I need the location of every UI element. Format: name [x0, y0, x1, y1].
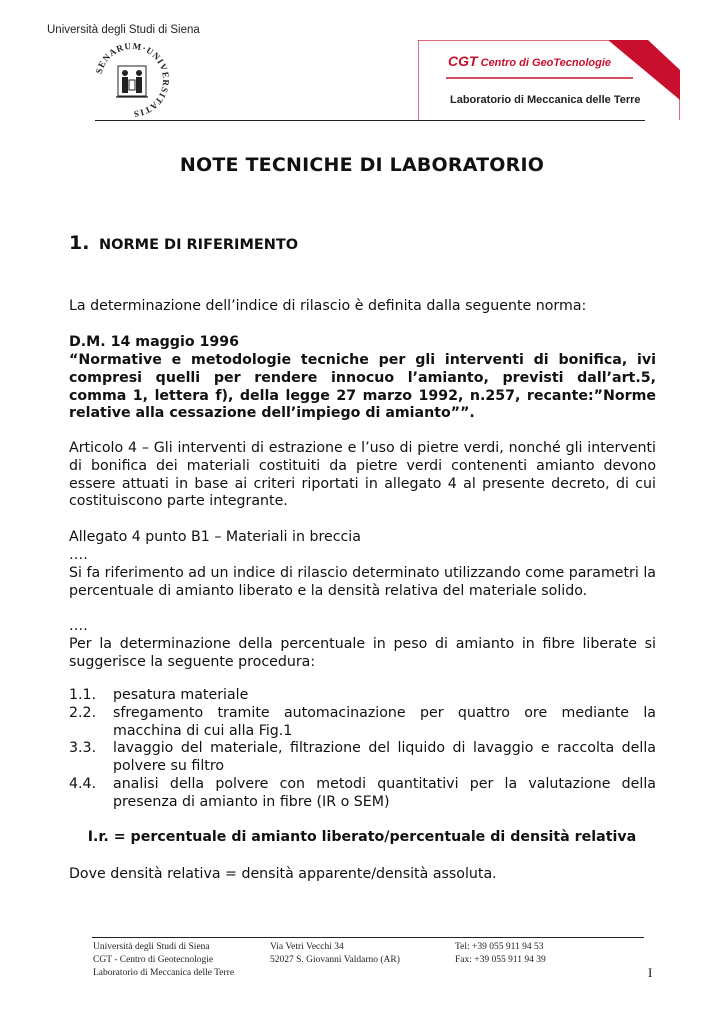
- list-item: [69, 776, 656, 812]
- list-item: [69, 687, 656, 705]
- cgt-logo-title: [448, 53, 611, 69]
- intro-paragraph: La determinazione dell’indice di rilascio è definita dalla seguente norma:: [69, 298, 587, 314]
- footer-line: 52027 S. Giovanni Valdarno (AR): [270, 955, 400, 965]
- footer-line: CGT - Centro di Geotecnologie: [93, 955, 214, 965]
- density-note: Dove densità relativa = densità apparente/densità assoluta.: [69, 866, 497, 882]
- decree-title: “Normative e metodologie tecniche per gli interventi di bonifica, ivi compresi quelli per rendere innocuo l’amianto, previsti dall’art.5, comma 1, lettera f), della legge 27 marzo 1992, n.257, recante:”Norme relative alla cessazione dell’impiego di amianto””.: [69, 352, 656, 422]
- svg-text:SENARUM·UNIVERSITATIS: SENARUM·UNIVERSITATIS: [93, 40, 172, 120]
- footer-contacts: [455, 941, 546, 967]
- ellipsis-2: ….: [69, 618, 88, 634]
- cgt-name: Centro di GeoTecnologie: [480, 57, 612, 69]
- section-number: 1.: [69, 232, 90, 254]
- list-item: [69, 705, 656, 741]
- footer-divider: [92, 937, 644, 938]
- cgt-logo-frame: [418, 40, 680, 120]
- allegato-text-2: Per la determinazione della percentuale in peso di amianto in fibre liberate si suggerisce la seguente procedura:: [69, 636, 656, 670]
- allegato-title: Allegato 4 punto B1 – Materiali in breccia: [69, 529, 361, 545]
- footer-line: Via Vetri Vecchi 34: [270, 942, 344, 952]
- list-item: [69, 740, 656, 776]
- footer-address: [270, 941, 400, 967]
- footer-line: Fax: +39 055 911 94 39: [455, 955, 546, 965]
- ellipsis-1: ….: [69, 547, 88, 563]
- university-seal-logo: [92, 40, 172, 120]
- list-item-number: 1.1.: [69, 687, 97, 703]
- list-item-text: sfregamento tramite automacinazione per quattro ore mediante la macchina di cui alla Fig.1: [113, 704, 656, 739]
- procedure-list: [69, 687, 656, 812]
- page-title: NOTE TECNICHE DI LABORATORIO: [179, 154, 545, 176]
- list-item-text: analisi della polvere con metodi quantitativi per la valutazione della presenza di amianto in fibre (IR o SEM): [113, 775, 656, 810]
- footer-line: Tel: +39 055 911 94 53: [455, 942, 544, 952]
- article-4-paragraph: Articolo 4 – Gli interventi di estrazione e l’uso di pietre verdi, nonché gli interventi di bonifica dei materiali costituiti da pietre verdi contenenti amianto devono essere attuati in base ai criteri riportati in allegato 4 al presente decreto, di cui costituiscono parte integrante.: [69, 440, 656, 510]
- list-item-number: 2.2.: [69, 704, 97, 721]
- footer-line: Laboratorio di Meccanica delle Terre: [93, 968, 235, 978]
- list-item-text: lavaggio del materiale, filtrazione del liquido di lavaggio e raccolta della polvere su filtro: [113, 740, 656, 775]
- list-item-number: 3.3.: [69, 740, 97, 757]
- allegato-text-1: Si fa riferimento ad un indice di rilascio determinato utilizzando come parametri la percentuale di amianto liberato e la densità relativa del materiale solido.: [69, 565, 656, 599]
- section-title: NORME DI RIFERIMENTO: [99, 237, 299, 253]
- footer-line: Università degli Studi di Siena: [93, 942, 210, 952]
- list-item-number: 4.4.: [69, 775, 97, 792]
- list-item-text: pesatura materiale: [113, 687, 249, 703]
- university-name: Università degli Studi di Siena: [47, 24, 200, 36]
- header-divider: [95, 120, 645, 121]
- section-heading: [69, 232, 298, 254]
- decree-date: D.M. 14 maggio 1996: [69, 334, 240, 350]
- lab-name: Laboratorio di Meccanica delle Terre: [450, 94, 641, 106]
- footer-institution: [93, 941, 234, 980]
- release-index-formula: I.r. = percentuale di amianto liberato/percentuale di densità relativa: [87, 829, 637, 845]
- cgt-abbr: CGT: [448, 53, 478, 69]
- page-number: I: [648, 965, 653, 980]
